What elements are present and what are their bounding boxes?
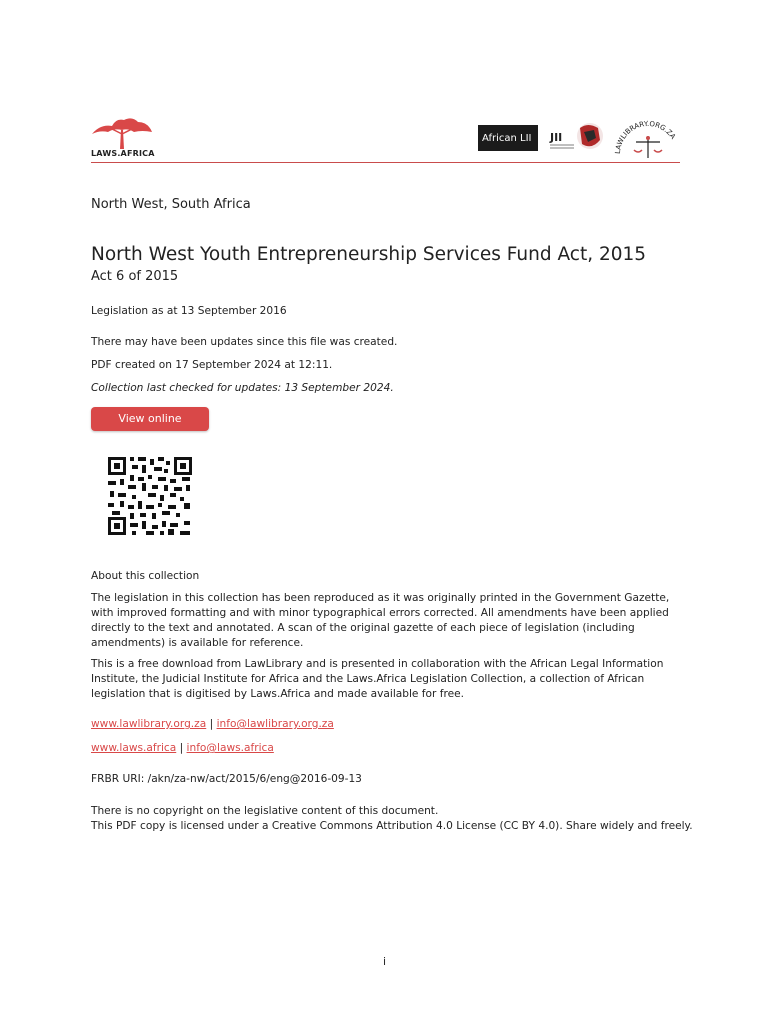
- page-number: i: [383, 955, 387, 968]
- jurisdiction: North West, South Africa: [91, 197, 251, 212]
- lawsafrica-links: [91, 742, 274, 754]
- view-online-button[interactable]: View online: [91, 407, 209, 431]
- link-separator: |: [209, 718, 214, 730]
- africanlii-logo-text: African LII: [482, 133, 532, 144]
- lawlibrary-logo: [614, 114, 682, 162]
- jii-logo-text: JII: [550, 131, 563, 144]
- legislation-as-at: Legislation as at 13 September 2016: [91, 305, 287, 317]
- lawlibrary-logo-text: LAWLIBRARY.ORG.ZA: [614, 119, 677, 155]
- lawlibrary-website-link[interactable]: www.lawlibrary.org.za: [91, 718, 207, 730]
- tree-icon: [90, 116, 154, 150]
- lawsafrica-website-link[interactable]: www.laws.africa: [91, 742, 177, 754]
- about-paragraph-1: The legislation in this collection has been reproduced as it was originally printed in the Government Gazette, with improved formatting and with minor typographical errors corrected. All amendments have been applied directly to the text and annotated. A scan of the original gazette of each piece of legislation (including amendments) is available for reference.: [91, 592, 670, 649]
- about-heading: About this collection: [91, 570, 200, 582]
- frbr-uri: FRBR URI: /akn/za-nw/act/2015/6/eng@2016-09-13: [91, 773, 362, 785]
- pdf-created: PDF created on 17 September 2024 at 12:11.: [91, 359, 333, 371]
- header-divider: [91, 162, 680, 163]
- jii-logo: [548, 120, 606, 154]
- about-paragraph-2: This is a free download from LawLibrary and is presented in collaboration with the African Legal Information Institute, the Judicial Institute for Africa and the Laws.Africa Legislation Collection, a collection of African legislation that is digitised by Laws.Africa and made available for free.: [91, 658, 664, 700]
- lawsafrica-email-link[interactable]: info@laws.africa: [186, 742, 274, 754]
- laws-africa-logo-text: LAWS.AFRICA: [91, 149, 155, 158]
- copyright-note: There is no copyright on the legislative content of this document.: [91, 805, 439, 817]
- lawlibrary-email-link[interactable]: info@lawlibrary.org.za: [216, 718, 334, 730]
- document-subtitle: Act 6 of 2015: [91, 269, 179, 284]
- collection-checked: Collection last checked for updates: 13 September 2024.: [91, 382, 394, 394]
- lawlibrary-links: [91, 718, 334, 730]
- africanlii-logo: [478, 125, 538, 151]
- link-separator: |: [179, 742, 184, 754]
- license-note: This PDF copy is licensed under a Creative Commons Attribution 4.0 License (CC BY 4.0). Share widely and freely.: [91, 820, 693, 832]
- updates-note: There may have been updates since this file was created.: [91, 336, 398, 348]
- qr-code[interactable]: [106, 455, 194, 537]
- document-title: North West Youth Entrepreneurship Services Fund Act, 2015: [91, 244, 647, 265]
